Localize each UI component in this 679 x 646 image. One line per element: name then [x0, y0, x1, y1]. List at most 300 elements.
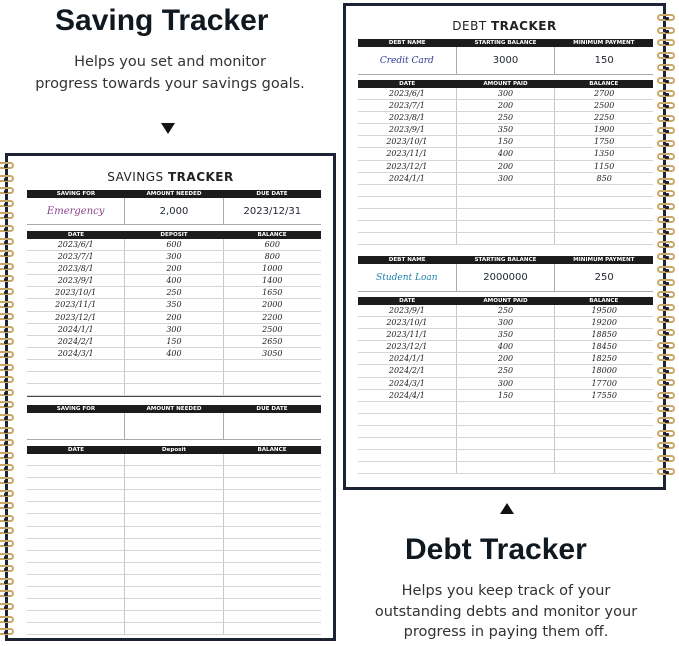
spiral-ring-icon: [657, 266, 675, 273]
header-minimum-payment: MINIMUM PAYMENT: [573, 40, 635, 46]
debt-tracker-heading: Debt Tracker: [405, 533, 587, 566]
amount-cell: [125, 563, 223, 574]
table-row: [27, 263, 321, 275]
table-row: [27, 287, 321, 299]
spiral-ring-icon: [657, 329, 675, 336]
spiral-ring-icon: [0, 540, 14, 547]
table-row: [358, 88, 653, 100]
debt2-name: Student Loan: [358, 264, 457, 291]
amount-cell: [125, 587, 223, 598]
spiral-ring-icon: [657, 115, 675, 122]
spiral-ring-icon: [657, 253, 675, 260]
date-cell: 2023/11/1: [358, 148, 457, 159]
spiral-ring-icon: [0, 439, 14, 446]
balance-cell: [224, 514, 321, 525]
spiral-ring-icon: [657, 190, 675, 197]
amount-cell: 600: [125, 239, 223, 250]
table-row: [27, 611, 321, 623]
spiral-ring-icon: [657, 417, 675, 424]
amount-cell: 300: [125, 251, 223, 262]
date-cell: 2024/3/1: [358, 378, 457, 389]
spiral-ring-icon: [657, 165, 675, 172]
date-cell: 2023/11/1: [358, 329, 457, 340]
header-balance: BALANCE: [589, 81, 619, 87]
amount-cell: [457, 414, 556, 425]
header-due-date-2: DUE DATE: [256, 406, 288, 412]
amount-cell: [125, 466, 223, 477]
table-row: [358, 329, 653, 341]
header-date: DATE: [67, 232, 85, 238]
spiral-ring-icon: [657, 90, 675, 97]
spiral-ring-icon: [0, 389, 14, 396]
table-row: [27, 239, 321, 251]
debt1-log-table: [358, 88, 653, 245]
date-cell: 2023/9/1: [27, 275, 125, 286]
date-cell: [358, 221, 457, 232]
balance-cell: [555, 197, 653, 208]
savings-goal-row: [27, 198, 321, 225]
debt2-start: 2000000: [457, 264, 556, 291]
debt1-min: 150: [594, 55, 614, 66]
table-row: [27, 539, 321, 551]
amount-cell: 400: [125, 348, 223, 359]
savings-log-header: [27, 231, 321, 239]
balance-cell: 850: [596, 173, 612, 183]
spiral-ring-icon: [0, 590, 14, 597]
balance-cell: [224, 490, 321, 501]
header-date: DATE: [399, 81, 416, 87]
spiral-ring-icon: [657, 39, 675, 46]
balance-cell: 1350: [594, 149, 615, 159]
savings-log2-header: [27, 446, 321, 454]
date-cell: 2023/6/1: [27, 239, 125, 250]
spiral-ring-icon: [657, 279, 675, 286]
table-row: [27, 454, 321, 466]
table-row: [27, 575, 321, 587]
date-cell: 2024/2/1: [358, 365, 457, 376]
savings-notebook: [5, 153, 336, 641]
spiral-ring-icon: [0, 326, 14, 333]
date-cell: 2024/1/1: [358, 173, 457, 184]
balance-cell: 1000: [262, 264, 283, 274]
balance-cell: [224, 539, 321, 550]
amount-cell: [125, 539, 223, 550]
spiral-ring-icon: [0, 200, 14, 207]
spiral-ring-icon: [0, 401, 14, 408]
spiral-ring-icon: [657, 241, 675, 248]
spiral-ring-icon: [0, 452, 14, 459]
amount-cell: [125, 551, 223, 562]
balance-cell: 1650: [262, 288, 283, 298]
balance-cell: [555, 414, 653, 425]
table-row: [27, 599, 321, 611]
balance-cell: [224, 502, 321, 513]
date-cell: [27, 478, 125, 489]
date-cell: 2023/10/1: [358, 136, 457, 147]
balance-cell: [224, 454, 321, 465]
balance-cell: 2700: [594, 89, 615, 98]
table-row: [358, 209, 653, 221]
amount-cell: [125, 490, 223, 501]
table-row: [27, 478, 321, 490]
date-cell: [27, 623, 125, 634]
amount-cell: 150: [125, 336, 223, 347]
table-row: [27, 384, 321, 396]
amount-cell: [457, 426, 556, 437]
spiral-ring-icon: [0, 628, 14, 635]
table-row: [358, 136, 653, 148]
spiral-ring-icon: [0, 238, 14, 245]
balance-cell: 18850: [591, 330, 617, 340]
amount-cell: 350: [457, 124, 556, 135]
balance-cell: 17550: [591, 390, 617, 400]
spiral-binding: [657, 6, 677, 487]
spiral-ring-icon: [657, 291, 675, 298]
balance-cell: [555, 450, 653, 461]
header-amount-needed-2: AMOUNT NEEDED: [146, 406, 202, 412]
balance-cell: 19500: [591, 306, 617, 315]
table-row: [27, 336, 321, 348]
date-cell: [27, 599, 125, 610]
balance-cell: [555, 209, 653, 220]
amount-cell: [457, 450, 556, 461]
spiral-ring-icon: [0, 502, 14, 509]
date-cell: [358, 426, 457, 437]
balance-cell: 2250: [594, 113, 615, 123]
spiral-ring-icon: [0, 515, 14, 522]
debt1-header: [358, 39, 653, 47]
table-row: [358, 124, 653, 136]
table-row: [358, 438, 653, 450]
amount-cell: 400: [457, 148, 556, 159]
date-cell: [27, 372, 125, 383]
spiral-ring-icon: [657, 153, 675, 160]
balance-cell: 2200: [262, 312, 283, 322]
goal2-due-date: [224, 413, 321, 439]
date-cell: 2024/1/1: [27, 324, 125, 335]
amount-cell: 150: [457, 390, 556, 401]
balance-cell: 800: [264, 252, 280, 262]
date-cell: [27, 502, 125, 513]
debt2-row: [358, 264, 653, 292]
date-cell: [358, 438, 457, 449]
date-cell: 2023/12/1: [27, 312, 125, 323]
amount-cell: 200: [457, 161, 556, 172]
table-row: [358, 161, 653, 173]
amount-cell: [457, 185, 556, 196]
amount-cell: [457, 221, 556, 232]
amount-cell: 200: [125, 312, 223, 323]
table-row: [27, 502, 321, 514]
date-cell: [27, 490, 125, 501]
header-deposit: DEPOSIT: [160, 232, 188, 238]
spiral-ring-icon: [657, 140, 675, 147]
savings-goal2-row: [27, 413, 321, 440]
header-date-2: DATE: [399, 298, 416, 304]
spiral-ring-icon: [657, 430, 675, 437]
table-row: [27, 514, 321, 526]
debt-description-line-1: Helps you keep track of your: [401, 583, 611, 599]
goal-name: Emergency: [27, 198, 125, 224]
goal-due-date: 2023/12/31: [243, 205, 302, 217]
spiral-ring-icon: [657, 342, 675, 349]
header-saving-for: SAVING FOR: [56, 191, 96, 197]
spiral-ring-icon: [0, 376, 14, 383]
balance-cell: [555, 185, 653, 196]
savings-log-table: [27, 239, 321, 397]
date-cell: 2023/11/1: [27, 299, 125, 310]
balance-cell: [224, 575, 321, 586]
spiral-ring-icon: [0, 464, 14, 471]
balance-cell: [555, 438, 653, 449]
amount-cell: 250: [457, 112, 556, 123]
balance-cell: 18000: [591, 366, 617, 376]
spiral-ring-icon: [657, 228, 675, 235]
table-row: [27, 372, 321, 384]
balance-cell: [224, 384, 321, 395]
balance-cell: [224, 466, 321, 477]
spiral-ring-icon: [657, 468, 675, 475]
debt2-header: [358, 256, 653, 264]
date-cell: 2023/7/1: [27, 251, 125, 262]
arrow-down-icon: [161, 123, 175, 134]
balance-cell: [224, 611, 321, 622]
spiral-ring-icon: [657, 77, 675, 84]
table-row: [358, 173, 653, 185]
spiral-ring-icon: [657, 102, 675, 109]
amount-cell: 300: [125, 324, 223, 335]
balance-cell: 2500: [594, 101, 615, 111]
table-row: [27, 251, 321, 263]
table-row: [27, 360, 321, 372]
table-row: [358, 197, 653, 209]
balance-cell: [224, 360, 321, 371]
table-row: [27, 324, 321, 336]
balance-cell: [224, 623, 321, 634]
date-cell: [358, 209, 457, 220]
table-row: [27, 299, 321, 311]
balance-cell: [224, 587, 321, 598]
date-cell: [27, 360, 125, 371]
table-row: [27, 527, 321, 539]
spiral-ring-icon: [0, 427, 14, 434]
saving-description-line-1: Helps you set and monitor: [74, 54, 266, 70]
table-row: [27, 275, 321, 287]
table-row: [358, 426, 653, 438]
amount-cell: [457, 233, 556, 244]
spiral-ring-icon: [0, 338, 14, 345]
debt1-log-header: [358, 80, 653, 88]
table-row: [358, 221, 653, 233]
header-minimum-payment-2: MINIMUM PAYMENT: [573, 257, 635, 263]
date-cell: [27, 454, 125, 465]
spiral-ring-icon: [0, 578, 14, 585]
table-row: [358, 378, 653, 390]
savings-log2-table: [27, 454, 321, 635]
table-row: [358, 365, 653, 377]
spiral-ring-icon: [657, 64, 675, 71]
table-row: [358, 233, 653, 245]
date-cell: 2023/12/1: [358, 161, 457, 172]
amount-cell: [125, 384, 223, 395]
balance-cell: 18450: [591, 342, 617, 352]
savings-page-title: SAVINGS TRACKER: [107, 170, 234, 184]
arrow-up-icon: [500, 503, 514, 514]
saving-description-line-2: progress towards your savings goals.: [35, 76, 305, 92]
spiral-ring-icon: [0, 553, 14, 560]
spiral-ring-icon: [657, 203, 675, 210]
spiral-ring-icon: [657, 455, 675, 462]
header-starting-balance: STARTING BALANCE: [474, 40, 537, 46]
table-row: [358, 390, 653, 402]
spiral-ring-icon: [657, 178, 675, 185]
date-cell: [358, 233, 457, 244]
table-row: [27, 563, 321, 575]
date-cell: 2023/8/1: [358, 112, 457, 123]
spiral-ring-icon: [0, 187, 14, 194]
header-debt-name-2: DEBT NAME: [388, 257, 426, 263]
amount-cell: [457, 438, 556, 449]
spiral-ring-icon: [657, 304, 675, 311]
spiral-binding: [0, 156, 16, 638]
amount-cell: 200: [457, 353, 556, 364]
goal2-name: [27, 413, 125, 439]
amount-cell: [457, 462, 556, 473]
balance-cell: 3050: [262, 348, 283, 358]
spiral-ring-icon: [0, 603, 14, 610]
header-deposit-2: Deposit: [161, 447, 187, 453]
spiral-ring-icon: [657, 379, 675, 386]
date-cell: [27, 563, 125, 574]
header-amount-paid: AMOUNT PAID: [483, 81, 528, 87]
balance-cell: [555, 402, 653, 413]
amount-cell: [125, 611, 223, 622]
date-cell: [358, 402, 457, 413]
date-cell: [27, 551, 125, 562]
table-row: [27, 466, 321, 478]
debt-page-title: DEBT TRACKER: [452, 19, 557, 33]
balance-cell: 1900: [594, 125, 615, 135]
balance-cell: 1150: [594, 161, 615, 171]
header-starting-balance-2: STARTING BALANCE: [474, 257, 537, 263]
table-row: [358, 414, 653, 426]
date-cell: 2024/3/1: [27, 348, 125, 359]
balance-cell: 600: [264, 240, 280, 249]
amount-cell: [125, 514, 223, 525]
amount-cell: [125, 527, 223, 538]
spiral-ring-icon: [0, 490, 14, 497]
table-row: [358, 341, 653, 353]
spiral-ring-icon: [0, 301, 14, 308]
spiral-ring-icon: [0, 616, 14, 623]
spiral-ring-icon: [0, 212, 14, 219]
date-cell: 2023/9/1: [358, 124, 457, 135]
spiral-ring-icon: [0, 414, 14, 421]
debt1-start: 3000: [457, 47, 556, 74]
spiral-ring-icon: [657, 216, 675, 223]
saving-tracker-heading: Saving Tracker: [55, 4, 269, 37]
table-row: [358, 185, 653, 197]
header-amount-paid-2: AMOUNT PAID: [483, 298, 528, 304]
amount-cell: [125, 599, 223, 610]
date-cell: 2023/6/1: [358, 88, 457, 99]
amount-cell: 150: [457, 136, 556, 147]
amount-cell: 250: [125, 287, 223, 298]
header-balance-2: BALANCE: [589, 298, 619, 304]
table-row: [27, 623, 321, 635]
date-cell: 2024/1/1: [358, 353, 457, 364]
balance-cell: 2500: [262, 324, 283, 334]
debt2-log-table: [358, 305, 653, 474]
amount-cell: 300: [457, 88, 556, 99]
balance-cell: [555, 462, 653, 473]
header-amount-needed: AMOUNT NEEDED: [146, 191, 202, 197]
table-row: [358, 148, 653, 160]
amount-cell: 350: [457, 329, 556, 340]
amount-cell: [125, 454, 223, 465]
date-cell: 2024/2/1: [27, 336, 125, 347]
balance-cell: 2000: [262, 300, 283, 310]
spiral-ring-icon: [0, 313, 14, 320]
spiral-ring-icon: [0, 565, 14, 572]
date-cell: [27, 539, 125, 550]
amount-cell: 300: [457, 317, 556, 328]
debt1-row: [358, 47, 653, 75]
balance-cell: 19200: [591, 318, 617, 328]
balance-cell: 1400: [262, 276, 283, 286]
spiral-ring-icon: [0, 263, 14, 270]
date-cell: [358, 197, 457, 208]
goal-amount: 2,000: [125, 198, 223, 224]
debt2-min: 250: [594, 272, 614, 283]
table-row: [358, 305, 653, 317]
table-row: [358, 112, 653, 124]
spiral-ring-icon: [657, 367, 675, 374]
amount-cell: [457, 197, 556, 208]
debt1-name: Credit Card: [358, 47, 457, 74]
amount-cell: [125, 623, 223, 634]
date-cell: [358, 414, 457, 425]
header-saving-for-2: SAVING FOR: [56, 406, 96, 412]
balance-cell: [224, 527, 321, 538]
header-balance-2: BALANCE: [257, 447, 287, 453]
spiral-ring-icon: [657, 442, 675, 449]
date-cell: 2023/10/1: [358, 317, 457, 328]
amount-cell: [125, 478, 223, 489]
amount-cell: 300: [457, 173, 556, 184]
spiral-ring-icon: [657, 405, 675, 412]
table-row: [358, 402, 653, 414]
balance-cell: [555, 221, 653, 232]
amount-cell: 250: [457, 305, 556, 316]
table-row: [27, 490, 321, 502]
table-row: [358, 317, 653, 329]
amount-cell: [457, 402, 556, 413]
savings-goal-header: [27, 190, 321, 198]
header-debt-name: DEBT NAME: [388, 40, 426, 46]
table-row: [358, 450, 653, 462]
amount-cell: 250: [457, 365, 556, 376]
date-cell: [27, 514, 125, 525]
debt-description-line-2: outstanding debts and monitor your: [374, 604, 638, 620]
balance-cell: 2650: [262, 336, 283, 346]
date-cell: [27, 611, 125, 622]
balance-cell: 18250: [591, 354, 617, 364]
date-cell: [27, 587, 125, 598]
date-cell: [358, 462, 457, 473]
amount-cell: [125, 575, 223, 586]
table-row: [27, 312, 321, 324]
